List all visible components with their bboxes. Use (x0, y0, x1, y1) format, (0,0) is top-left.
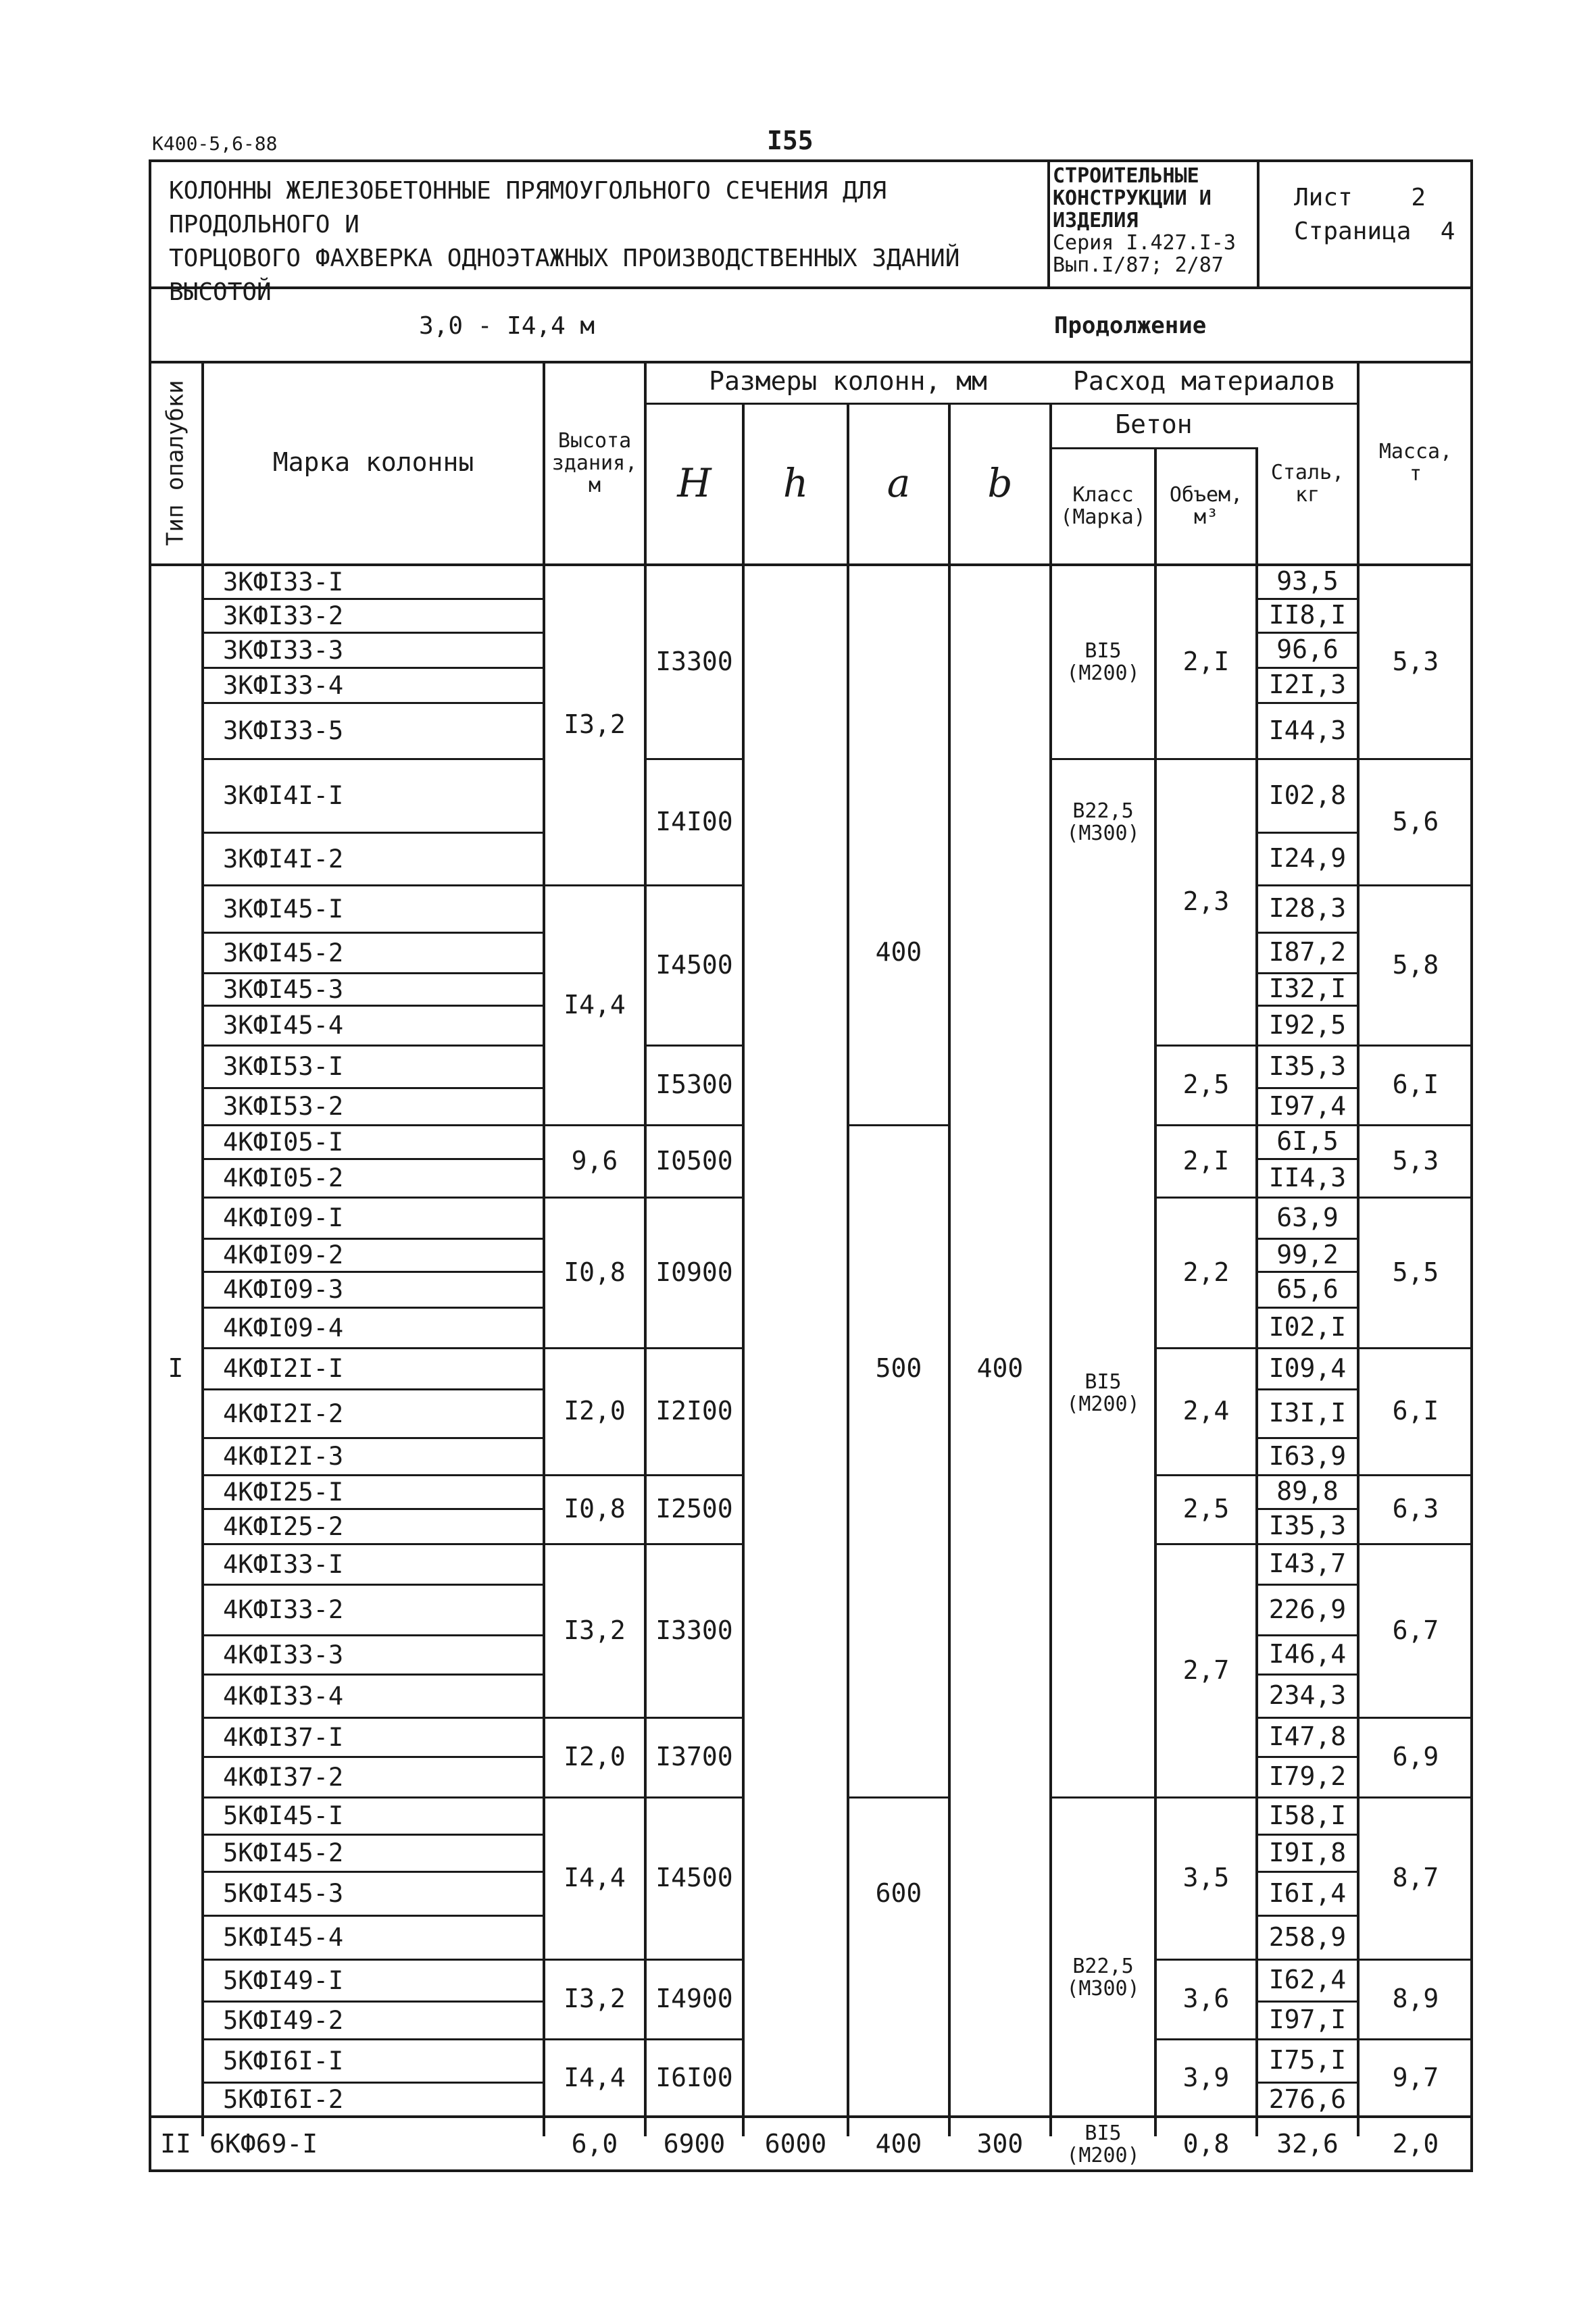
b-value: 400 (976, 1353, 1024, 1383)
table-row: 3КФI33-I (223, 567, 344, 597)
table-row: 4КФI09-3 (223, 1275, 344, 1304)
H-value: 6900 (663, 2129, 726, 2159)
H-value: I4500 (655, 1863, 733, 1893)
height-value: 6,0 (571, 2129, 618, 2159)
table-row: 4КФI2I-3 (223, 1442, 344, 1471)
H-value: I0500 (655, 1145, 733, 1176)
mass-value: 9,7 (1392, 2062, 1439, 2092)
col-mark-header: Марка колонны (272, 447, 474, 478)
table-row: 3КФI4I-I (223, 781, 344, 810)
mass-value: 6,7 (1392, 1615, 1439, 1645)
volume-value: 3,9 (1182, 2062, 1230, 2092)
volume-value: 2,I (1182, 1145, 1230, 1176)
table-row: 5КФI45-3 (223, 1879, 344, 1908)
type-value: II (160, 2129, 191, 2159)
steel-value: I35,3 (1268, 1051, 1347, 1081)
table-row: 3КФI53-I (223, 1052, 344, 1081)
steel-value: 93,5 (1276, 566, 1339, 597)
steel-value: I28,3 (1268, 893, 1347, 924)
doc-title (169, 174, 1041, 343)
H-value: I3300 (655, 646, 733, 676)
table-row: 5КФI6I-I (223, 2046, 344, 2076)
table-row: 3КФI33-2 (223, 601, 344, 630)
volume-value: 2,4 (1182, 1396, 1230, 1426)
col-steel-header: Сталь, кг (1270, 461, 1345, 507)
table-row: 4КФI2I-I (223, 1354, 344, 1383)
steel-value: I32,I (1268, 974, 1347, 1004)
table-row: 4КФI33-4 (223, 1681, 344, 1711)
steel-value: I6I,4 (1268, 1878, 1347, 1908)
col-h-header: h (782, 460, 809, 507)
steel-value: I79,2 (1268, 1761, 1347, 1792)
class-value: BI5 (M200) (1066, 638, 1140, 685)
table-row: 3КФI33-3 (223, 635, 344, 665)
a-value: 600 (875, 1878, 922, 1908)
steel-value: I47,8 (1268, 1721, 1347, 1752)
series-info (1053, 165, 1255, 276)
steel-value: I87,2 (1268, 937, 1347, 967)
H-value: I5300 (655, 1070, 733, 1100)
volume-value: 3,6 (1182, 1984, 1230, 2014)
table-row: 4КФI37-2 (223, 1762, 344, 1792)
table-row: 5КФI49-I (223, 1965, 344, 1995)
steel-value: I97,4 (1268, 1090, 1347, 1121)
steel-value: I63,9 (1268, 1440, 1347, 1471)
table-row: 4КФI37-I (223, 1722, 344, 1752)
steel-value: I97,I (1268, 2005, 1347, 2035)
steel-value: I44,3 (1268, 715, 1347, 745)
H-value: I2I00 (655, 1396, 733, 1426)
mass-value: 6,9 (1392, 1742, 1439, 1772)
volume-value: 2,I (1182, 646, 1230, 676)
H-value: I6I00 (655, 2062, 733, 2092)
steel-value: 6I,5 (1276, 1126, 1339, 1157)
table-row: 4КФI33-3 (223, 1640, 344, 1669)
steel-value: 96,6 (1276, 634, 1339, 665)
height-value: I3,2 (564, 1984, 626, 2014)
col-mass-header: Масса, т (1378, 440, 1453, 486)
H-value: I3700 (655, 1742, 733, 1772)
steel-value: II4,3 (1268, 1162, 1347, 1192)
table-row: 4КФI09-4 (223, 1313, 344, 1342)
series-line-2: КОНСТРУКЦИИ И (1053, 186, 1212, 210)
steel-value: I92,5 (1268, 1009, 1347, 1040)
col-b-header: b (987, 460, 1013, 507)
table-row: 4КФI25-2 (223, 1511, 344, 1541)
steel-value: 226,9 (1268, 1594, 1347, 1624)
materials-group-header: Расход материалов (1073, 366, 1336, 397)
a-value: 500 (875, 1353, 922, 1383)
col-type-header: Тип опалубки (161, 380, 189, 546)
class-value: B22,5 (M300) (1066, 799, 1140, 845)
volume-value: 2,7 (1182, 1655, 1230, 1685)
table-row: 3КФI53-2 (223, 1092, 344, 1121)
height-value: 9,6 (571, 1145, 618, 1176)
class-value: B22,5 (M300) (1066, 1954, 1140, 2001)
doc-title-line-2: ТОРЦОВОГО ФАХВЕРКА ОДНОЭТАЖНЫХ ПРОИЗВОДСТВЕННЫХ ЗДАНИЙ ВЫСОТОЙ (169, 245, 960, 306)
concrete-group-header: Бетон (1115, 409, 1193, 440)
table-row: 4КФI33-2 (223, 1595, 344, 1624)
height-value: I3,2 (564, 1615, 626, 1645)
class-value: BI5 (M200) (1066, 1369, 1140, 1416)
table-row: 5КФI45-2 (223, 1838, 344, 1867)
mass-value: 5,8 (1392, 949, 1439, 980)
steel-value: I75,I (1268, 2045, 1347, 2076)
steel-value: I2I,3 (1268, 670, 1347, 700)
steel-value: I62,4 (1268, 1965, 1347, 1995)
col-height-header: Высота здания, м (551, 428, 638, 497)
volume-value: 2,5 (1182, 1070, 1230, 1100)
table-row: 5КФI45-I (223, 1801, 344, 1830)
steel-value: II8,I (1268, 600, 1347, 630)
table-row: 3КФI45-3 (223, 974, 344, 1004)
mass-value: 2,0 (1392, 2129, 1439, 2159)
table-row: 3КФI45-I (223, 894, 344, 924)
steel-value: I9I,8 (1268, 1837, 1347, 1867)
mass-value: 5,3 (1392, 1145, 1439, 1176)
page-label: Страница 4 (1294, 218, 1455, 245)
steel-value: 99,2 (1276, 1239, 1339, 1269)
volume-value: 3,5 (1182, 1863, 1230, 1893)
height-value: I4,4 (564, 989, 626, 1020)
H-value: I4I00 (655, 806, 733, 836)
h-value: 6000 (764, 2129, 827, 2159)
col-a-header: a (887, 460, 911, 507)
table-row: 4КФI05-I (223, 1127, 344, 1157)
steel-value: 65,6 (1276, 1274, 1339, 1304)
doc-title-line-1: КОЛОННЫ ЖЕЛЕЗОБЕТОННЫЕ ПРЯМОУГОЛЬНОГО СЕЧЕНИЯ ДЛЯ ПРОДОЛЬНОГО И (169, 177, 887, 238)
doc-title-line-3: 3,0 - I4,4 м (419, 312, 595, 340)
mark-value: 6КФ69-I (209, 2129, 318, 2159)
volume-value: 0,8 (1182, 2129, 1230, 2159)
height-value: I4,4 (564, 2062, 626, 2092)
dims-group-header: Размеры колонн, мм (709, 366, 987, 397)
mass-value: 8,7 (1392, 1863, 1439, 1893)
page-number: I55 (767, 126, 814, 155)
table-row: 4КФI09-I (223, 1203, 344, 1232)
series-line-1: СТРОИТЕЛЬНЫЕ (1053, 164, 1199, 188)
table-row: 4КФI33-I (223, 1549, 344, 1579)
table-row: 3КФI33-5 (223, 716, 344, 745)
steel-value: 32,6 (1276, 2129, 1339, 2159)
table-row: 3КФI45-2 (223, 938, 344, 967)
a-value: 400 (875, 2129, 922, 2159)
steel-value: I46,4 (1268, 1639, 1347, 1669)
mass-value: 8,9 (1392, 1984, 1439, 2014)
col-H-header: H (677, 460, 712, 507)
steel-value: I43,7 (1268, 1549, 1347, 1579)
col-volume-header: Объем, м³ (1169, 483, 1243, 529)
height-value: I4,4 (564, 1863, 626, 1893)
mass-value: 5,3 (1392, 646, 1439, 676)
col-class-header: Класс (Марка) (1060, 483, 1146, 529)
mass-value: 5,6 (1392, 806, 1439, 836)
H-value: I3300 (655, 1615, 733, 1645)
steel-value: I58,I (1268, 1800, 1347, 1830)
table-row: 5КФI6I-2 (223, 2085, 344, 2114)
steel-value: I02,8 (1268, 780, 1347, 810)
mass-value: 6,I (1392, 1396, 1439, 1426)
steel-value: 276,6 (1268, 2084, 1347, 2114)
table-row: 5КФI49-2 (223, 2005, 344, 2035)
table-row: 4КФI05-2 (223, 1163, 344, 1192)
height-value: I0,8 (564, 1257, 626, 1287)
H-value: I4900 (655, 1984, 733, 2014)
height-value: I2,0 (564, 1742, 626, 1772)
steel-value: 258,9 (1268, 1921, 1347, 1952)
steel-value: I24,9 (1268, 843, 1347, 874)
H-value: I0900 (655, 1257, 733, 1287)
series-line-5: Вып.I/87; 2/87 (1053, 253, 1224, 277)
steel-value: I02,I (1268, 1312, 1347, 1342)
table-row: 3КФI4I-2 (223, 844, 344, 874)
steel-value: I09,4 (1268, 1353, 1347, 1383)
H-value: I4500 (655, 949, 733, 980)
type-value: I (168, 1353, 184, 1383)
series-line-4: Серия I.427.I-3 (1053, 231, 1236, 255)
sheet-label: Лист 2 (1294, 184, 1426, 211)
continuation-label: Продолжение (1054, 312, 1207, 339)
steel-value: 234,3 (1268, 1680, 1347, 1711)
table-row: 4КФI09-2 (223, 1240, 344, 1269)
steel-value: 63,9 (1276, 1202, 1339, 1232)
H-value: I2500 (655, 1494, 733, 1524)
height-value: I2,0 (564, 1396, 626, 1426)
table-row: 4КФI2I-2 (223, 1399, 344, 1428)
volume-value: 2,2 (1182, 1257, 1230, 1287)
table-row: 5КФI45-4 (223, 1923, 344, 1952)
height-value: I3,2 (564, 709, 626, 740)
table-row: 3КФI33-4 (223, 670, 344, 700)
mass-value: 6,3 (1392, 1494, 1439, 1524)
series-line-3: ИЗДЕЛИЯ (1053, 209, 1139, 232)
mass-value: 6,I (1392, 1070, 1439, 1100)
volume-value: 2,5 (1182, 1494, 1230, 1524)
document-code: К400-5,6-88 (152, 132, 278, 155)
class-value: BI5 (M200) (1066, 2121, 1140, 2167)
mass-value: 5,5 (1392, 1257, 1439, 1287)
a-value: 400 (875, 937, 922, 967)
table-row: 4КФI25-I (223, 1477, 344, 1507)
table-row: 3КФI45-4 (223, 1011, 344, 1040)
steel-value: I35,3 (1268, 1511, 1347, 1541)
height-value: I0,8 (564, 1494, 626, 1524)
volume-value: 2,3 (1182, 886, 1230, 917)
b-value: 300 (976, 2129, 1024, 2159)
steel-value: 89,8 (1276, 1476, 1339, 1507)
steel-value: I3I,I (1268, 1398, 1347, 1428)
